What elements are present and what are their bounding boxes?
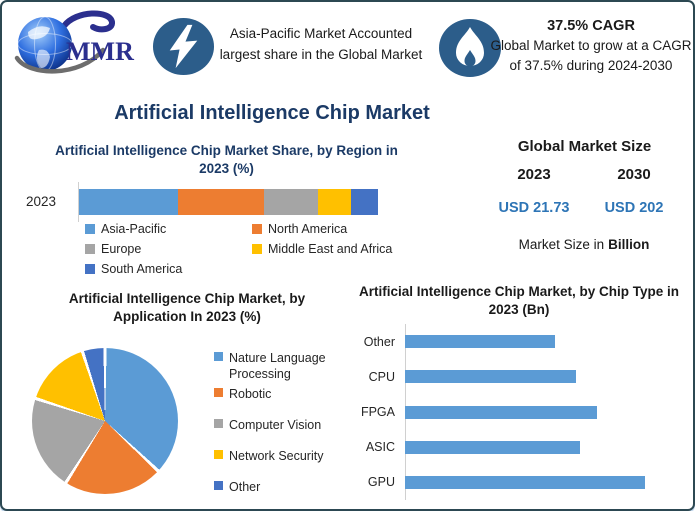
bar-cpu bbox=[405, 370, 576, 383]
region-chart-year-label: 2023 bbox=[26, 194, 57, 209]
legend-label: Nature Language Processing bbox=[229, 351, 326, 382]
bar-row bbox=[347, 430, 683, 465]
bar-track bbox=[405, 406, 683, 419]
cagr-description: Global Market to grow at a CAGR of 37.5% during 2024-2030 bbox=[490, 38, 692, 73]
region-stacked-bar bbox=[79, 189, 378, 215]
legend-label: Robotic bbox=[229, 386, 272, 401]
market-size-unit bbox=[484, 237, 684, 252]
chip-type-chart-title: Artificial Intelligence Chip Market, by Chip Type in 2023 (Bn) bbox=[358, 284, 680, 318]
application-pie-chart bbox=[32, 348, 178, 494]
cagr-title: 37.5% CAGR bbox=[547, 18, 635, 34]
legend-label: North America bbox=[268, 222, 348, 236]
bar-category-label: CPU bbox=[368, 369, 395, 384]
market-size-year-end: 2030 bbox=[617, 166, 651, 183]
page-title: Artificial Intelligence Chip Market bbox=[114, 102, 430, 124]
region-chart-legend bbox=[85, 222, 397, 276]
legend-label: South America bbox=[101, 262, 183, 276]
legend-label: Europe bbox=[101, 242, 142, 256]
legend-item bbox=[214, 350, 354, 383]
legend-label: Other bbox=[229, 480, 261, 495]
region-bar-segment-south-america bbox=[351, 189, 378, 215]
legend-item bbox=[214, 479, 354, 495]
bar-asic bbox=[405, 441, 580, 454]
bar-fpga bbox=[405, 406, 597, 419]
legend-item bbox=[252, 222, 397, 236]
market-size-year-start: 2023 bbox=[517, 166, 551, 183]
legend-item bbox=[214, 448, 354, 464]
legend-swatch bbox=[252, 224, 262, 234]
cagr-block bbox=[490, 18, 692, 75]
legend-swatch bbox=[214, 419, 223, 428]
legend-swatch bbox=[214, 352, 223, 361]
legend-item bbox=[214, 386, 354, 402]
bar-gpu bbox=[405, 476, 645, 489]
bar-category-label: FPGA bbox=[360, 405, 395, 419]
application-chart-title: Artificial Intelligence Chip Market, by Application In 2023 (%) bbox=[68, 291, 306, 325]
bar-row bbox=[347, 394, 683, 429]
legend-swatch bbox=[85, 264, 95, 274]
logo-swoosh-navy bbox=[64, 13, 112, 29]
legend-label: Middle East and Africa bbox=[268, 242, 393, 256]
region-bar-segment-middle-east-africa bbox=[318, 189, 351, 215]
bar-track bbox=[405, 476, 683, 489]
header-highlight-text: Asia-Pacific Market Accounted largest share in the Global Market bbox=[219, 26, 423, 62]
legend-item bbox=[85, 222, 252, 236]
bar-row bbox=[347, 324, 683, 359]
bar-track bbox=[405, 335, 683, 348]
market-size-value-end: USD 202 bbox=[604, 200, 664, 216]
market-size-years bbox=[484, 166, 684, 183]
chip-type-bar-chart bbox=[347, 324, 683, 500]
bar-category-label: Other bbox=[363, 334, 395, 349]
legend-label: Network Security bbox=[229, 449, 324, 463]
lightning-bolt-icon bbox=[152, 16, 215, 77]
legend-label: Computer Vision bbox=[229, 417, 322, 432]
market-size-value-start: USD 21.73 bbox=[498, 200, 570, 216]
region-bar-segment-europe bbox=[264, 189, 318, 215]
legend-label: Asia-Pacific bbox=[101, 222, 167, 236]
market-size-values bbox=[484, 200, 684, 216]
market-size-title: Global Market Size bbox=[517, 138, 652, 155]
legend-swatch bbox=[214, 450, 223, 459]
logo-text: MMR bbox=[66, 37, 134, 66]
legend-item bbox=[214, 417, 354, 433]
bar-track bbox=[405, 370, 683, 383]
legend-swatch bbox=[214, 481, 223, 490]
market-size-unit-prefix: Market Size in bbox=[518, 237, 605, 252]
market-size-unit-bold: Billion bbox=[608, 237, 650, 252]
bar-category-label: GPU bbox=[367, 475, 395, 490]
bar-track bbox=[405, 441, 683, 454]
bar-other bbox=[405, 335, 555, 348]
legend-swatch bbox=[252, 244, 262, 254]
bar-category-label: ASIC bbox=[365, 440, 395, 455]
application-chart-legend bbox=[214, 350, 354, 496]
legend-item bbox=[85, 262, 252, 276]
region-chart-title: Artificial Intelligence Chip Market Share, by Region in 2023 (%) bbox=[55, 143, 398, 177]
legend-swatch bbox=[85, 224, 95, 234]
legend-swatch bbox=[85, 244, 95, 254]
region-bar-segment-north-america bbox=[178, 189, 265, 215]
region-bar-segment-asia-pacific bbox=[79, 189, 178, 215]
legend-swatch bbox=[214, 388, 223, 397]
mmr-logo bbox=[14, 8, 136, 84]
legend-item bbox=[85, 242, 252, 256]
legend-item bbox=[252, 242, 397, 256]
bar-row bbox=[347, 359, 683, 394]
bar-row bbox=[347, 465, 683, 500]
